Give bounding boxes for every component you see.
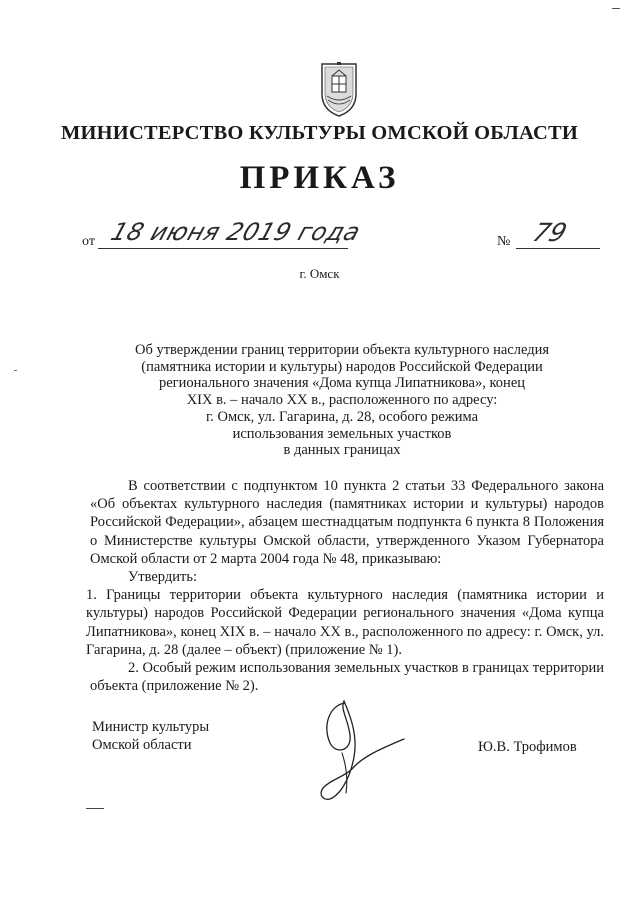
- scan-speck: [14, 370, 17, 371]
- number-underline: [516, 248, 600, 249]
- title-line: Об утверждении границ территории объекта культурного наследия: [134, 342, 549, 358]
- handwritten-date: 18 июня 2019 года: [107, 218, 365, 246]
- position-line: Министр культуры: [92, 719, 210, 735]
- page-mark: [86, 808, 104, 809]
- number-label: №: [497, 234, 511, 249]
- title-line: использования земельных участков: [232, 425, 452, 442]
- document-type-heading: ПРИКАЗ: [239, 160, 400, 196]
- title-line: регионального значения «Дома купца Липатникова», конец: [158, 375, 526, 392]
- title-line: в данных границах: [283, 442, 401, 459]
- preamble-paragraph: В соответствии с подпунктом 10 пункта 2 статьи 33 Федерального закона «Об объектах культурного наследия (памятниках истории и культуры) народов Российской Федерации», абзацем шестнадцатым подпункта 6 пункта 8 Положения о Министерстве культуры Омской области, утвержденного Указом Губернатора Омской области от 2 марта 2004 года № 48, приказываю:: [90, 478, 604, 567]
- date-label: от: [82, 234, 95, 249]
- city-label: г. Омск: [299, 266, 340, 281]
- title-line: г. Омск, ул. Гагарина, д. 28, особого режима: [205, 408, 479, 425]
- approve-paragraph: Утвердить:: [128, 569, 197, 586]
- handwritten-number: 79: [529, 218, 571, 247]
- signatory-name: Ю.В. Трофимов: [478, 739, 577, 755]
- item-1-paragraph: 1. Границы территории объекта культурного наследия (памятника истории и культуры) народов Российской Федерации регионального значения «Дома купца Липатникова», конец XIX в. – начало XX в., расположенного по адресу: г. Омск, ул. Гагарина, д. 28 (далее – объект) (приложение № 1).: [86, 587, 604, 658]
- handwritten-signature: [300, 695, 410, 810]
- position-line: Омской области: [92, 736, 192, 753]
- date-underline: [98, 248, 348, 249]
- title-line: (памятника истории и культуры) народов Российской Федерации: [141, 358, 543, 375]
- order-body: [86, 477, 604, 695]
- ministry-heading: МИНИСТЕРСТВО КУЛЬТУРЫ ОМСКОЙ ОБЛАСТИ: [60, 122, 579, 144]
- item-2-paragraph: 2. Особый режим использования земельных участков в границах территории объекта (приложение № 2).: [90, 660, 604, 695]
- title-line: XIX в. – начало XX в., расположенного по адресу:: [186, 392, 498, 409]
- corner-mark: [612, 8, 620, 9]
- signatory-position: [92, 719, 209, 754]
- order-title: [110, 342, 574, 459]
- coat-of-arms-icon: [318, 60, 360, 118]
